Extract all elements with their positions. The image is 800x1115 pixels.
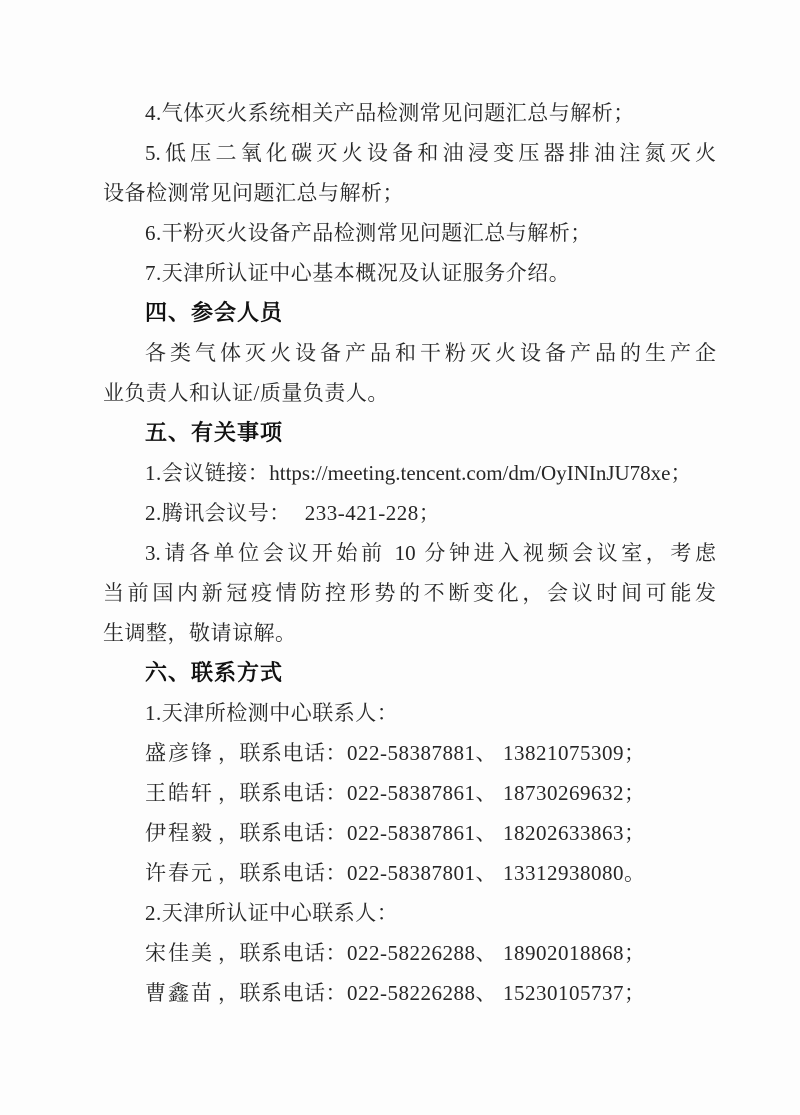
contact-office-phone: 022-58387801 (347, 861, 476, 885)
section-heading-contacts: 六、联系方式 (145, 660, 284, 685)
meeting-link-label: 1.会议链接： (145, 461, 270, 485)
contact-row (103, 973, 716, 1013)
contact-row (103, 853, 716, 893)
document-text-column (103, 93, 716, 1013)
meeting-id-line (103, 493, 716, 533)
participants-line-2: 业负责人和认证/质量负责人。 (103, 381, 389, 405)
participants-line-1: 各类气体灭火设备产品和干粉灭火设备产品的生产企 (145, 341, 716, 365)
contact-mobile-phone: 13821075309 (503, 741, 624, 765)
contact-row (103, 773, 716, 813)
contact-mobile-phone: 15230105737 (503, 981, 624, 1005)
contact-group-1-title: 1.天津所检测中心联系人： (145, 701, 399, 725)
contact-mobile-phone: 18902018868 (503, 941, 624, 965)
contact-phone-label: ，联系电话： (218, 781, 347, 805)
contact-name: 伊程毅 (145, 821, 214, 845)
phone-separator: 、 (475, 781, 497, 805)
notice-line-1: 3.请各单位会议开始前 10 分钟进入视频会议室，考虑 (145, 541, 716, 565)
contact-office-phone: 022-58387881 (347, 741, 476, 765)
contact-row-end: ； (624, 941, 646, 965)
phone-separator: 、 (475, 741, 497, 765)
notice-line-3: 生调整，敬请谅解。 (103, 621, 297, 645)
meeting-link-url: https://meeting.tencent.com/dm/OyINInJU78xe (269, 461, 671, 485)
agenda-item-4: 4.气体灭火系统相关产品检测常见问题汇总与解析； (145, 101, 635, 125)
contact-phone-label: ，联系电话： (218, 981, 347, 1005)
meeting-link-suffix: ； (670, 461, 693, 485)
contact-office-phone: 022-58226288 (347, 981, 476, 1005)
contact-office-phone: 022-58226288 (347, 941, 476, 965)
contact-phone-label: ，联系电话： (218, 861, 347, 885)
agenda-item-5-line-1: 5.低压二氧化碳灭火设备和油浸变压器排油注氮灭火 (145, 141, 716, 165)
contact-office-phone: 022-58387861 (347, 821, 476, 845)
agenda-item-6: 6.干粉灭火设备产品检测常见问题汇总与解析； (145, 221, 592, 245)
contact-name: 许春元 (145, 861, 214, 885)
contact-phone-label: ，联系电话： (218, 741, 347, 765)
section-heading-participants: 四、参会人员 (145, 300, 284, 325)
contact-office-phone: 022-58387861 (347, 781, 476, 805)
contact-name: 曹鑫苗 (145, 981, 214, 1005)
agenda-item-7: 7.天津所认证中心基本概况及认证服务介绍。 (145, 261, 571, 285)
section-heading-matters: 五、有关事项 (145, 420, 284, 445)
contact-name: 宋佳美 (145, 941, 214, 965)
contact-row (103, 813, 716, 853)
phone-separator: 、 (475, 821, 497, 845)
meeting-id-label: 2.腾讯会议号： (145, 501, 291, 525)
contact-phone-label: ，联系电话： (218, 941, 347, 965)
agenda-item-5-line-2: 设备检测常见问题汇总与解析； (103, 181, 404, 205)
contact-row-end: 。 (624, 861, 646, 885)
phone-separator: 、 (475, 941, 497, 965)
contact-row (103, 933, 716, 973)
contact-mobile-phone: 18730269632 (503, 781, 624, 805)
contact-row (103, 733, 716, 773)
contact-name: 王皓轩 (145, 781, 214, 805)
meeting-id-suffix: ； (418, 501, 441, 525)
phone-separator: 、 (475, 981, 497, 1005)
meeting-link-line (103, 453, 716, 493)
contact-name: 盛彦锋 (145, 741, 214, 765)
contact-row-end: ； (624, 981, 646, 1005)
contact-row-end: ； (624, 781, 646, 805)
contact-phone-label: ，联系电话： (218, 821, 347, 845)
contact-group-2-title: 2.天津所认证中心联系人： (145, 901, 399, 925)
phone-separator: 、 (475, 861, 497, 885)
contact-mobile-phone: 18202633863 (503, 821, 624, 845)
notice-line-2: 当前国内新冠疫情防控形势的不断变化，会议时间可能发 (103, 581, 716, 605)
contact-row-end: ； (624, 821, 646, 845)
contact-mobile-phone: 13312938080 (503, 861, 624, 885)
meeting-id-value: 233-421-228 (304, 501, 419, 525)
contact-row-end: ； (624, 741, 646, 765)
